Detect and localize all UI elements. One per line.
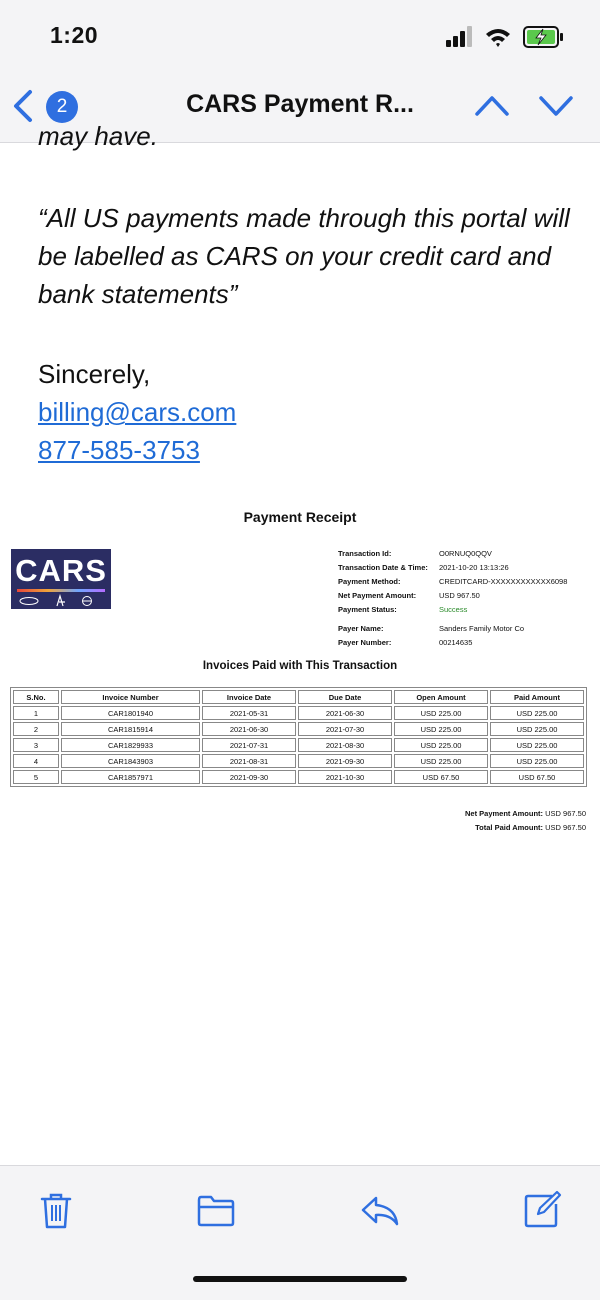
compose-icon[interactable] bbox=[522, 1190, 562, 1230]
battery-charging-icon bbox=[524, 27, 563, 47]
logo-stripe bbox=[17, 589, 105, 592]
transaction-date-row: Transaction Date & Time: 2021-10-20 13:13:26 bbox=[338, 561, 598, 575]
status-icons bbox=[446, 24, 576, 50]
column-header: Invoice Date bbox=[202, 690, 296, 704]
status-bar bbox=[0, 0, 600, 70]
payment-method: CREDITCARD-XXXXXXXXXXXX6098 bbox=[439, 577, 568, 586]
table-row: 1 CAR1801940 2021-05-31 2021-06-30 USD 225.00 USD 225.00 bbox=[13, 706, 584, 720]
payer-name-row: Payer Name: Sanders Family Motor Co bbox=[338, 622, 598, 636]
email-body[interactable] bbox=[0, 121, 600, 1165]
invoices-table bbox=[10, 687, 587, 787]
column-header: Paid Amount bbox=[490, 690, 584, 704]
transaction-id-row: Transaction Id: O0RNUQ0QQV bbox=[338, 547, 598, 561]
clipped-text: may have. bbox=[38, 121, 158, 151]
trash-icon[interactable] bbox=[36, 1190, 76, 1230]
reply-icon[interactable] bbox=[360, 1190, 400, 1230]
home-indicator[interactable] bbox=[193, 1276, 407, 1282]
table-row: 3 CAR1829933 2021-07-31 2021-08-30 USD 225.00 USD 225.00 bbox=[13, 738, 584, 752]
payer-name: Sanders Family Motor Co bbox=[439, 624, 525, 633]
cellular-signal-icon bbox=[446, 26, 472, 47]
payer-number: 00214635 bbox=[439, 638, 473, 647]
net-payment-amount: USD 967.50 bbox=[439, 591, 480, 600]
column-header: Invoice Number bbox=[61, 690, 200, 704]
table-header-row bbox=[13, 690, 584, 704]
invoices-title: Invoices Paid with This Transaction bbox=[202, 660, 398, 672]
net-total-line: Net Payment Amount: USD 967.50 bbox=[464, 809, 586, 818]
payment-status: Success bbox=[439, 605, 468, 614]
column-header: Due Date bbox=[298, 690, 392, 704]
cars-logo bbox=[11, 549, 111, 609]
partner-brands-icon bbox=[19, 595, 103, 607]
net-payment-row: Net Payment Amount: USD 967.50 bbox=[338, 589, 598, 603]
transaction-date: 2021-10-20 13:13:26 bbox=[439, 563, 509, 572]
payment-totals bbox=[465, 807, 586, 835]
paid-total-amount: USD 967.50 bbox=[545, 823, 586, 832]
table-row: 5 CAR1857971 2021-09-30 2021-10-30 USD 67.50 USD 67.50 bbox=[13, 770, 584, 784]
receipt-title: Payment Receipt bbox=[243, 509, 357, 525]
table-row: 4 CAR1843903 2021-08-31 2021-09-30 USD 225.00 USD 225.00 bbox=[13, 754, 584, 768]
unread-count-badge[interactable]: 2 bbox=[46, 91, 78, 123]
next-message-icon[interactable] bbox=[538, 92, 574, 120]
column-header: Open Amount bbox=[394, 690, 488, 704]
previous-message-icon[interactable] bbox=[474, 92, 510, 120]
status-time: 1:20 bbox=[50, 22, 99, 48]
transaction-id: O0RNUQ0QQV bbox=[439, 549, 492, 558]
payer-number-row: Payer Number: 00214635 bbox=[338, 636, 598, 650]
column-header: S.No. bbox=[13, 690, 59, 704]
payment-status-row: Payment Status: Success bbox=[338, 603, 598, 617]
table-row: 2 CAR1815914 2021-06-30 2021-07-30 USD 225.00 USD 225.00 bbox=[13, 722, 584, 736]
folder-icon[interactable] bbox=[196, 1190, 236, 1230]
back-chevron-icon[interactable] bbox=[10, 88, 38, 124]
payment-method-row: Payment Method: CREDITCARD-XXXXXXXXXXXX6098 bbox=[338, 575, 598, 589]
logo-wordmark: CARS bbox=[15, 553, 107, 588]
wifi-icon bbox=[486, 29, 510, 47]
paid-total-line: Total Paid Amount: USD 967.50 bbox=[475, 823, 586, 832]
email-link[interactable]: billing@cars.com bbox=[38, 397, 237, 427]
payment-notice-quote: “All US payments made through this portal will be labelled as CARS on your credit card and bank statements” bbox=[38, 203, 570, 309]
phone-link[interactable]: 877-585-3753 bbox=[38, 435, 200, 465]
signature bbox=[38, 355, 236, 469]
net-total-amount: USD 967.50 bbox=[545, 809, 586, 818]
message-subject-title: CARS Payment R... bbox=[186, 90, 414, 118]
closing-text: Sincerely, bbox=[38, 359, 151, 389]
transaction-details bbox=[338, 547, 598, 650]
